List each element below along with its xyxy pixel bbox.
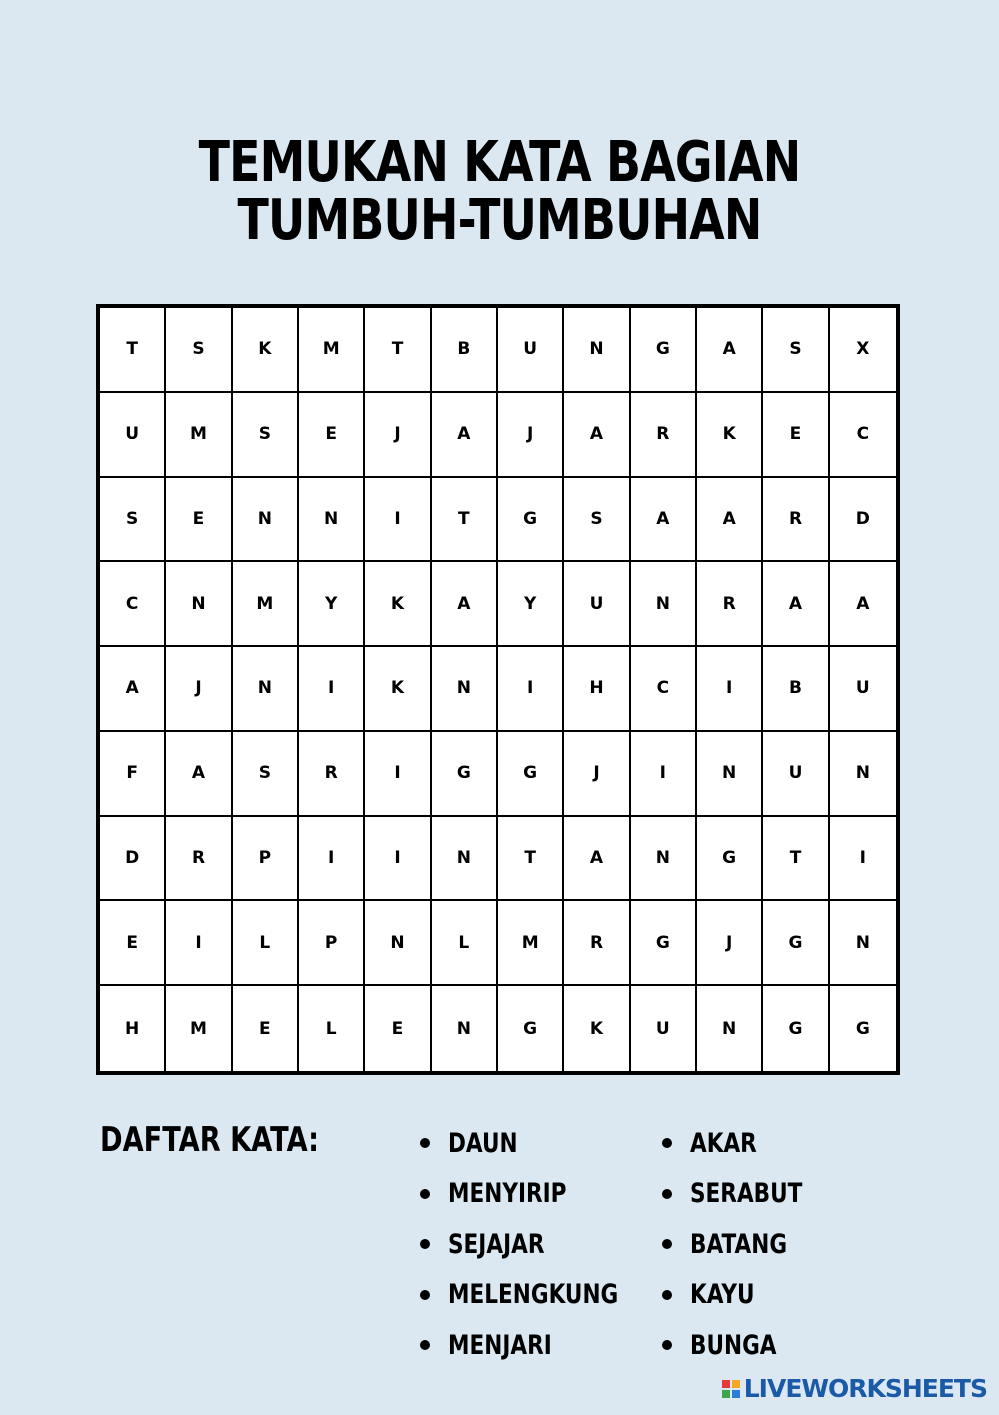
grid-cell[interactable]: E xyxy=(299,393,365,478)
grid-cell[interactable]: S xyxy=(763,308,829,393)
grid-cell[interactable]: J xyxy=(166,647,232,732)
grid-cell[interactable]: G xyxy=(631,901,697,986)
grid-cell[interactable]: E xyxy=(763,393,829,478)
grid-cell[interactable]: I xyxy=(166,901,232,986)
grid-cell[interactable]: T xyxy=(432,478,498,563)
grid-cell[interactable]: E xyxy=(166,478,232,563)
grid-cell[interactable]: X xyxy=(830,308,896,393)
bullet-icon xyxy=(662,1290,672,1300)
bullet-icon xyxy=(662,1239,672,1249)
word-list-item xyxy=(662,1320,831,1371)
grid-cell[interactable]: G xyxy=(498,732,564,817)
grid-cell[interactable]: N xyxy=(697,732,763,817)
word-list-item xyxy=(662,1270,831,1321)
grid-cell[interactable]: R xyxy=(763,478,829,563)
word-list-item xyxy=(420,1320,661,1371)
grid-cell[interactable]: J xyxy=(365,393,431,478)
grid-cell[interactable]: G xyxy=(855,1018,870,1039)
grid-cell[interactable]: U xyxy=(564,562,630,647)
grid-cell[interactable]: K xyxy=(697,393,763,478)
grid-cell[interactable]: I xyxy=(631,732,697,817)
grid-cell[interactable]: I xyxy=(299,647,365,732)
word-search-grid[interactable] xyxy=(96,304,900,1075)
grid-cell[interactable]: A xyxy=(166,732,232,817)
grid-cell[interactable]: A xyxy=(564,393,630,478)
grid-cell[interactable]: Y xyxy=(299,562,365,647)
grid-cell[interactable]: N xyxy=(432,647,498,732)
grid-cell[interactable]: N xyxy=(564,308,630,393)
grid-cell[interactable]: A xyxy=(697,308,763,393)
word-text: BUNGA xyxy=(690,1329,777,1361)
grid-cell[interactable]: H xyxy=(564,647,630,732)
grid-cell[interactable]: R xyxy=(697,562,763,647)
grid-cell[interactable]: L xyxy=(233,901,299,986)
grid-cell[interactable]: A xyxy=(100,647,166,732)
grid-cell[interactable]: A xyxy=(432,393,498,478)
grid-cell[interactable]: B xyxy=(763,647,829,732)
grid-cell[interactable]: B xyxy=(432,308,498,393)
grid-cell[interactable]: K xyxy=(233,308,299,393)
grid-cell[interactable]: T xyxy=(498,817,564,902)
bullet-icon xyxy=(662,1340,672,1350)
grid-cell[interactable]: Y xyxy=(498,562,564,647)
grid-cell[interactable]: E xyxy=(233,986,299,1071)
grid-cell[interactable]: P xyxy=(299,901,365,986)
grid-cell[interactable]: U xyxy=(498,308,564,393)
word-text: DAUN xyxy=(448,1127,518,1159)
grid-cell[interactable]: A xyxy=(697,478,763,563)
grid-cell[interactable]: I xyxy=(365,732,431,817)
word-text: MENYIRIP xyxy=(448,1178,567,1210)
grid-cell[interactable]: N xyxy=(432,986,498,1071)
grid-cell[interactable]: S xyxy=(564,478,630,563)
liveworksheets-logo-icon xyxy=(722,1380,740,1398)
brand-text: LIVEWORKSHEETS xyxy=(743,1374,987,1403)
grid-cell[interactable]: N xyxy=(233,647,299,732)
grid-cell[interactable]: K xyxy=(365,562,431,647)
grid-cell[interactable]: N xyxy=(166,562,232,647)
grid-cell[interactable]: S xyxy=(166,308,232,393)
grid-cell[interactable]: I xyxy=(498,647,564,732)
grid-cell[interactable]: G xyxy=(631,308,697,393)
grid-cell[interactable]: I xyxy=(830,817,896,902)
bullet-icon xyxy=(662,1189,672,1199)
grid-cell[interactable]: G xyxy=(498,986,564,1071)
grid-cell[interactable]: N xyxy=(631,817,697,902)
word-list-item xyxy=(662,1219,831,1270)
grid-cell[interactable]: N xyxy=(365,901,431,986)
grid-cell[interactable]: G xyxy=(498,478,564,563)
grid-cell[interactable]: J xyxy=(498,393,564,478)
grid-cell[interactable]: U xyxy=(763,732,829,817)
grid-cell[interactable]: A xyxy=(564,817,630,902)
grid-cell[interactable]: A xyxy=(631,478,697,563)
grid-cell[interactable]: M xyxy=(299,308,365,393)
grid-cell[interactable]: T xyxy=(100,308,166,393)
grid-cell[interactable]: H xyxy=(100,986,166,1071)
grid-cell[interactable]: R xyxy=(166,817,232,902)
grid-cell[interactable]: E xyxy=(100,901,166,986)
grid-cell[interactable]: U xyxy=(830,647,896,732)
grid-cell[interactable]: N xyxy=(233,478,299,563)
grid-cell[interactable]: N xyxy=(432,817,498,902)
grid-cell[interactable]: S xyxy=(100,478,166,563)
grid-cell[interactable]: N xyxy=(697,986,763,1071)
grid-cell[interactable]: J xyxy=(564,732,630,817)
word-text: MENJARI xyxy=(448,1329,552,1361)
bullet-icon xyxy=(420,1189,430,1199)
word-list-item xyxy=(420,1219,661,1270)
grid-cell[interactable]: K xyxy=(365,647,431,732)
grid-cell[interactable]: E xyxy=(365,986,431,1071)
grid-cell[interactable]: F xyxy=(100,732,166,817)
word-list-item xyxy=(662,1118,831,1169)
grid-cell[interactable]: G xyxy=(697,817,763,902)
grid-cell[interactable]: D xyxy=(830,478,896,563)
grid-cell[interactable]: N xyxy=(830,901,896,986)
bullet-icon xyxy=(662,1138,672,1148)
title-line-1: TEMUKAN KATA BAGIAN xyxy=(198,130,801,195)
liveworksheets-brand xyxy=(722,1374,987,1403)
grid-cell[interactable]: G xyxy=(763,901,829,986)
bullet-icon xyxy=(420,1239,430,1249)
grid-cell[interactable]: N xyxy=(299,478,365,563)
grid-cell[interactable]: A xyxy=(432,562,498,647)
grid-cell[interactable]: G xyxy=(763,986,829,1071)
grid-cell[interactable]: T xyxy=(763,817,829,902)
grid-cell[interactable]: N xyxy=(631,562,697,647)
word-text: KAYU xyxy=(690,1279,755,1311)
grid-cell[interactable]: C xyxy=(100,562,166,647)
word-text: AKAR xyxy=(690,1127,757,1159)
title-line-2: TUMBUH-TUMBUHAN xyxy=(237,188,762,253)
grid-cell[interactable]: I xyxy=(365,817,431,902)
bullet-icon xyxy=(420,1340,430,1350)
grid-cell[interactable]: J xyxy=(697,901,763,986)
grid-cell[interactable]: N xyxy=(830,732,896,817)
grid-cell[interactable]: I xyxy=(697,647,763,732)
grid-cell[interactable]: S xyxy=(233,732,299,817)
grid-cell[interactable]: R xyxy=(299,732,365,817)
grid-cell[interactable]: L xyxy=(299,986,365,1071)
word-text: SERABUT xyxy=(690,1178,803,1210)
grid-cell[interactable]: I xyxy=(299,817,365,902)
grid-cell[interactable]: A xyxy=(763,562,829,647)
grid-cell[interactable]: M xyxy=(166,986,232,1071)
word-list-label: DAFTAR KATA: xyxy=(100,1120,320,1160)
bullet-icon xyxy=(420,1290,430,1300)
grid-cell[interactable]: S xyxy=(233,393,299,478)
grid-cell[interactable]: C xyxy=(830,393,896,478)
word-list-item xyxy=(420,1270,661,1321)
grid-cell[interactable]: M xyxy=(498,901,564,986)
grid-cell[interactable]: P xyxy=(233,817,299,902)
grid-cell[interactable]: M xyxy=(233,562,299,647)
grid-cell[interactable]: C xyxy=(631,647,697,732)
grid-cell[interactable]: U xyxy=(631,986,697,1071)
grid-cell[interactable]: R xyxy=(564,901,630,986)
bullet-icon xyxy=(420,1138,430,1148)
grid-cell[interactable]: D xyxy=(100,817,166,902)
grid-cell[interactable]: L xyxy=(432,901,498,986)
grid-cell[interactable]: U xyxy=(100,393,166,478)
grid-cell[interactable]: I xyxy=(365,478,431,563)
word-list-item xyxy=(662,1169,831,1220)
grid-cell[interactable]: R xyxy=(631,393,697,478)
grid-cell[interactable]: T xyxy=(365,308,431,393)
word-list-column-2 xyxy=(662,1118,831,1371)
word-list-item xyxy=(420,1118,661,1169)
word-text: SEJAJAR xyxy=(448,1228,545,1260)
worksheet-title xyxy=(90,130,909,253)
grid-cell[interactable]: K xyxy=(564,986,630,1071)
word-list-column-1 xyxy=(420,1118,661,1371)
word-list-item xyxy=(420,1169,661,1220)
word-text: BATANG xyxy=(690,1228,788,1260)
word-text: MELENGKUNG xyxy=(448,1279,619,1311)
grid-cell[interactable]: G xyxy=(432,732,498,817)
grid-cell[interactable]: M xyxy=(166,393,232,478)
grid-cell[interactable]: A xyxy=(830,562,896,647)
